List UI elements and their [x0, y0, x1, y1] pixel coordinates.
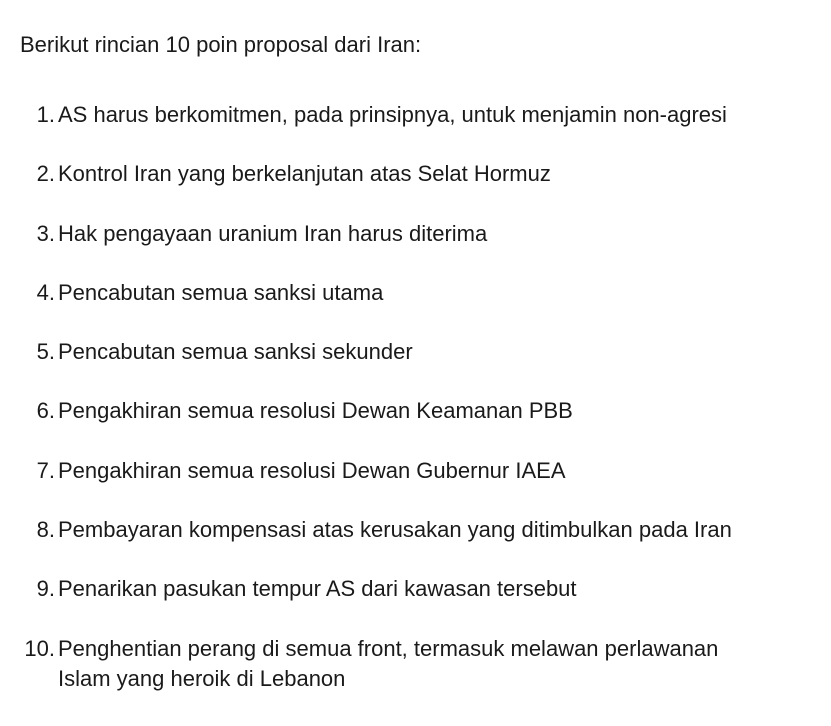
- proposal-list: [0, 100, 831, 704]
- list-item: [0, 100, 831, 159]
- intro-text: Berikut rincian 10 poin proposal dari Iran:: [20, 32, 422, 57]
- list-item: [0, 634, 831, 704]
- list-item-number: 7.: [36, 457, 55, 483]
- list-item-text-line-1: Penghentian perang di semua front, termasuk melawan perlawanan: [58, 635, 719, 661]
- list-item: [0, 278, 831, 337]
- list-item: [0, 159, 831, 218]
- list-item-text: Pencabutan semua sanksi utama: [58, 279, 384, 305]
- list-item: [0, 515, 831, 574]
- list-item-number: 10.: [24, 635, 55, 661]
- list-item-number: 8.: [36, 517, 55, 543]
- list-item-text: Pembayaran kompensasi atas kerusakan yang ditimbulkan pada Iran: [58, 517, 732, 543]
- list-item-text: Pengakhiran semua resolusi Dewan Keamanan PBB: [58, 398, 573, 424]
- list-item-text: Hak pengayaan uranium Iran harus diterima: [58, 220, 488, 246]
- list-item-text: Pencabutan semua sanksi sekunder: [58, 339, 413, 365]
- list-item-text: Penarikan pasukan tempur AS dari kawasan tersebut: [58, 576, 577, 602]
- list-item-number: 3.: [36, 220, 55, 246]
- list-item: [0, 337, 831, 396]
- list-item-number: 1.: [36, 102, 55, 127]
- list-item-number: 6.: [36, 398, 55, 424]
- list-item: [0, 574, 831, 633]
- list-item: [0, 456, 831, 515]
- list-item-number: 9.: [36, 576, 55, 602]
- list-item: [0, 219, 831, 278]
- list-item-number: 4.: [36, 279, 55, 305]
- list-item-text: [58, 634, 828, 694]
- list-item-text: AS harus berkomitmen, pada prinsipnya, untuk menjamin non-agresi: [58, 102, 727, 127]
- list-item-number: 2.: [36, 161, 55, 187]
- list-item-text: Kontrol Iran yang berkelanjutan atas Selat Hormuz: [58, 161, 551, 187]
- list-item-text: Pengakhiran semua resolusi Dewan Gubernur IAEA: [58, 457, 566, 483]
- list-item-text-line-2: Islam yang heroik di Lebanon: [58, 665, 346, 691]
- list-item-number: 5.: [36, 339, 55, 365]
- list-item: [0, 396, 831, 455]
